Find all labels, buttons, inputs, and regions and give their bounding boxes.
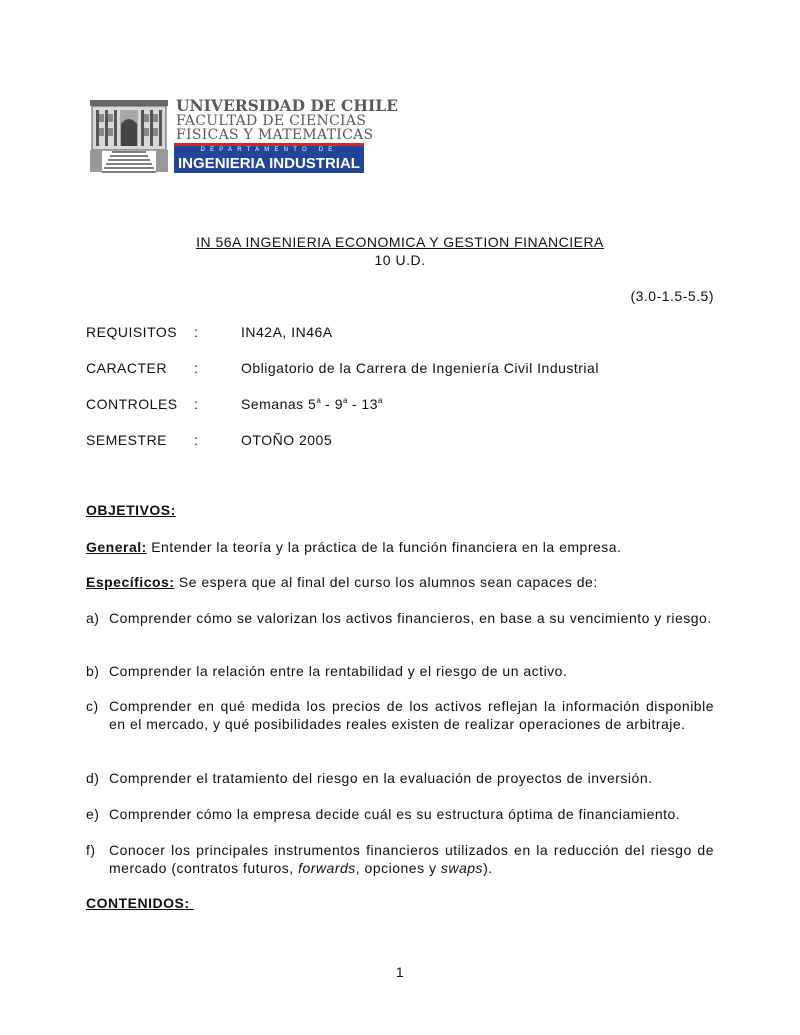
objetivos-especificos bbox=[86, 573, 714, 591]
info-label: REQUISITOS bbox=[86, 324, 178, 340]
general-label: General: bbox=[86, 539, 147, 555]
item-letter: a) bbox=[86, 610, 100, 626]
building-icon bbox=[88, 96, 170, 174]
objetivos-heading: OBJETIVOS: bbox=[86, 502, 176, 518]
especificos-text: Se espera que al final del curso los alumnos sean capaces de: bbox=[174, 574, 598, 590]
info-separator: : bbox=[194, 432, 199, 448]
list-item bbox=[86, 841, 714, 877]
item-text: Comprender el tratamiento del riesgo en la evaluación de proyectos de inversión. bbox=[109, 770, 653, 786]
logo-faculty-line2: FISICAS Y MATEMATICAS bbox=[176, 127, 374, 143]
item-text: Comprender cómo la empresa decide cuál es su estructura óptima de financiamiento. bbox=[109, 806, 681, 822]
list-item bbox=[86, 662, 714, 680]
logo-department-name: INGENIERIA INDUSTRIAL bbox=[178, 155, 360, 172]
info-value: Semanas 5$^a$ - 9$^a$ - 13$^a$ bbox=[241, 396, 383, 412]
list-item bbox=[86, 697, 714, 733]
item-text: Conocer los principales instrumentos financieros utilizados en la reducción del riesgo de mercado (contratos futuros, forwards, opciones y swaps). bbox=[109, 842, 714, 876]
info-label: CARACTER bbox=[86, 360, 168, 376]
item-letter: b) bbox=[86, 663, 100, 679]
info-separator: : bbox=[194, 396, 199, 412]
logo-university: UNIVERSIDAD DE CHILE bbox=[176, 96, 399, 115]
course-title: IN 56A INGENIERIA ECONOMICA Y GESTION FINANCIERA bbox=[196, 234, 604, 250]
objetivo-general bbox=[86, 538, 714, 556]
logo-department-label: DEPARTAMENTO DE bbox=[200, 147, 338, 153]
item-letter: e) bbox=[86, 806, 100, 822]
contenidos-heading: CONTENIDOS: bbox=[86, 895, 194, 911]
especificos-label: Específicos: bbox=[86, 574, 175, 590]
info-value: OTOÑO 2005 bbox=[241, 432, 333, 448]
general-text: Entender la teoría y la práctica de la función financiera en la empresa. bbox=[146, 539, 622, 555]
info-value: Obligatorio de la Carrera de Ingeniería Civil Industrial bbox=[241, 360, 599, 376]
item-text: Comprender la relación entre la rentabilidad y el riesgo de un activo. bbox=[109, 663, 568, 679]
info-label: SEMESTRE bbox=[86, 432, 168, 448]
course-hours: (3.0-1.5-5.5) bbox=[630, 288, 714, 304]
list-item bbox=[86, 805, 714, 823]
list-item bbox=[86, 769, 714, 787]
item-letter: c) bbox=[86, 698, 99, 714]
page-number: 1 bbox=[395, 964, 405, 980]
course-units: 10 U.D. bbox=[374, 252, 426, 268]
university-logo bbox=[88, 96, 399, 176]
info-separator: : bbox=[194, 360, 199, 376]
info-value: IN42A, IN46A bbox=[241, 324, 333, 340]
logo-department-band bbox=[174, 143, 364, 173]
item-text: Comprender en qué medida los precios de los activos reflejan la información disponible en el mercado, y qué posibilidades reales existen de realizar operaciones de arbitraje. bbox=[109, 698, 714, 732]
item-letter: f) bbox=[86, 842, 96, 858]
item-text: Comprender cómo se valorizan los activos financieros, en base a su vencimiento y riesgo. bbox=[109, 610, 712, 626]
info-label: CONTROLES bbox=[86, 396, 178, 412]
list-item bbox=[86, 609, 714, 627]
logo-faculty-line1: FACULTAD DE CIENCIAS bbox=[176, 113, 367, 129]
item-letter: d) bbox=[86, 770, 100, 786]
info-separator: : bbox=[194, 324, 199, 340]
